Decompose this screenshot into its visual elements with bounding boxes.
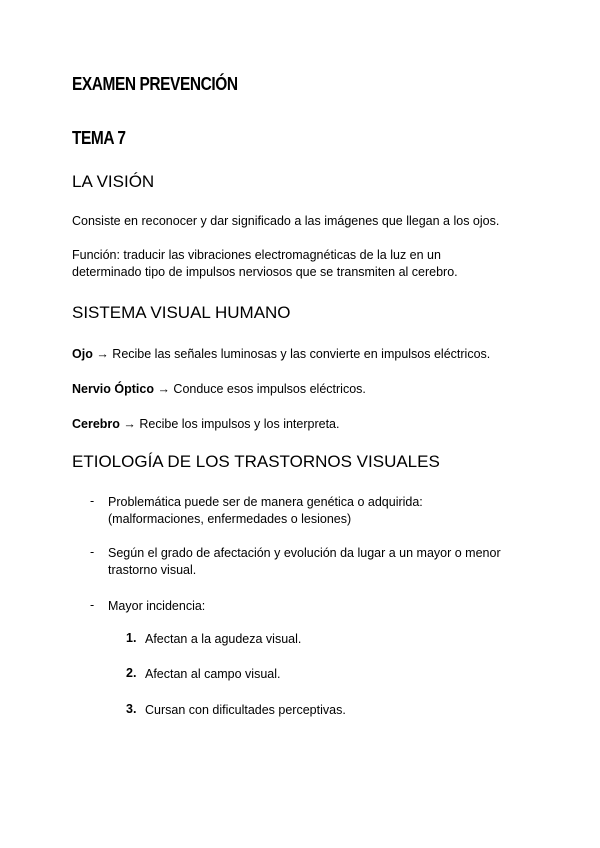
- arrow-glyph: →: [119, 417, 140, 431]
- bullet-dash: -: [90, 494, 95, 508]
- bullet-2-line2: trastorno visual.: [108, 563, 197, 577]
- section-heading-etiologia: ETIOLOGÍA DE LOS TRASTORNOS VISUALES: [72, 452, 440, 471]
- bullet-3-line1: Mayor incidencia:: [108, 599, 206, 613]
- definition-item-cerebro: [72, 416, 339, 433]
- definition-term: Cerebro: [72, 417, 120, 431]
- numbered-item-number: 3.: [126, 702, 137, 716]
- bullet-1-line1: Problemática puede ser de manera genética o adquirida:: [108, 495, 423, 509]
- arrow-glyph: →: [153, 382, 174, 396]
- numbered-item-text: Afectan al campo visual.: [145, 667, 281, 681]
- definition-text: Recibe las señales luminosas y las convierte en impulsos eléctricos.: [112, 347, 491, 361]
- bullet-dash: -: [90, 598, 95, 612]
- bullet-dash: -: [90, 545, 95, 559]
- paragraph-vision-definition: Consiste en reconocer y dar significado a las imágenes que llegan a los ojos.: [72, 214, 500, 228]
- bullet-2-line1: Según el grado de afectación y evolución da lugar a un mayor o menor: [108, 546, 501, 560]
- paragraph-funcion-line1: Función: traducir las vibraciones electromagnéticas de la luz en un: [72, 248, 441, 262]
- section-heading-vision: LA VISIÓN: [72, 172, 155, 191]
- definition-text: Recibe los impulsos y los interpreta.: [139, 417, 340, 431]
- paragraph-funcion-line2: determinado tipo de impulsos nerviosos que se transmiten al cerebro.: [72, 265, 458, 279]
- definition-item-nervio-optico: [72, 381, 366, 398]
- numbered-item-number: 2.: [126, 666, 137, 680]
- arrow-glyph: →: [92, 347, 113, 361]
- tema-heading: TEMA 7: [72, 128, 126, 148]
- section-heading-sistema: SISTEMA VISUAL HUMANO: [72, 303, 291, 322]
- numbered-item-text: Afectan a la agudeza visual.: [145, 632, 302, 646]
- definition-text: Conduce esos impulsos eléctricos.: [173, 382, 366, 396]
- definition-term: Nervio Óptico: [72, 382, 154, 396]
- numbered-item-text: Cursan con dificultades perceptivas.: [145, 703, 346, 717]
- bullet-1-line2: (malformaciones, enfermedades o lesiones): [108, 512, 352, 526]
- numbered-item-number: 1.: [126, 631, 137, 645]
- definition-item-ojo: [72, 346, 490, 363]
- document-title: EXAMEN PREVENCIÓN: [72, 74, 238, 94]
- definition-term: Ojo: [72, 347, 93, 361]
